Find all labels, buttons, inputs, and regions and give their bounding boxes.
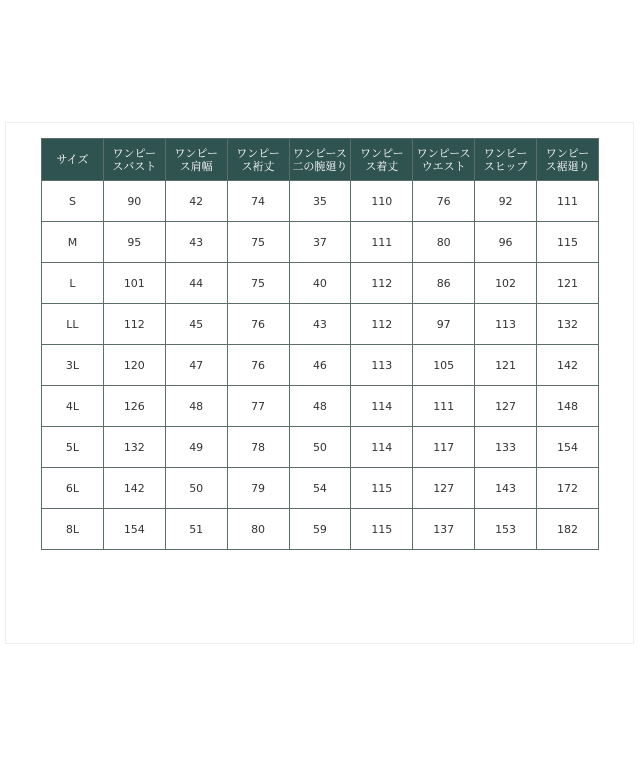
- cell-waist: 80: [413, 222, 475, 263]
- cell-bust: 154: [103, 509, 165, 550]
- cell-upper-arm: 43: [289, 304, 351, 345]
- cell-hem: 182: [537, 509, 599, 550]
- cell-bust: 90: [103, 181, 165, 222]
- cell-size: 6L: [42, 468, 104, 509]
- table-body: [42, 181, 599, 550]
- cell-shoulder-width: 49: [165, 427, 227, 468]
- cell-sleeve-length: 79: [227, 468, 289, 509]
- cell-shoulder-width: 47: [165, 345, 227, 386]
- cell-length: 113: [351, 345, 413, 386]
- cell-length: 112: [351, 304, 413, 345]
- header-shoulder-width: ワンピー ス肩幅: [165, 139, 227, 181]
- cell-hip: 153: [475, 509, 537, 550]
- cell-hem: 111: [537, 181, 599, 222]
- header-length: ワンピー ス着丈: [351, 139, 413, 181]
- cell-bust: 126: [103, 386, 165, 427]
- cell-upper-arm: 35: [289, 181, 351, 222]
- cell-length: 112: [351, 263, 413, 304]
- cell-upper-arm: 40: [289, 263, 351, 304]
- cell-size: 8L: [42, 509, 104, 550]
- table-row: [42, 427, 599, 468]
- cell-hip: 121: [475, 345, 537, 386]
- cell-size: M: [42, 222, 104, 263]
- cell-sleeve-length: 76: [227, 345, 289, 386]
- cell-bust: 101: [103, 263, 165, 304]
- cell-hip: 92: [475, 181, 537, 222]
- cell-size: L: [42, 263, 104, 304]
- table-row: [42, 386, 599, 427]
- header-hip: ワンピー スヒップ: [475, 139, 537, 181]
- table-header-row: [42, 139, 599, 181]
- cell-shoulder-width: 43: [165, 222, 227, 263]
- cell-length: 114: [351, 427, 413, 468]
- header-hem: ワンピー ス裾廻り: [537, 139, 599, 181]
- cell-hem: 115: [537, 222, 599, 263]
- cell-sleeve-length: 74: [227, 181, 289, 222]
- cell-length: 115: [351, 468, 413, 509]
- cell-size: 5L: [42, 427, 104, 468]
- table-row: [42, 468, 599, 509]
- table-row: [42, 181, 599, 222]
- cell-size: 3L: [42, 345, 104, 386]
- table-row: [42, 509, 599, 550]
- cell-hip: 127: [475, 386, 537, 427]
- cell-shoulder-width: 48: [165, 386, 227, 427]
- table-row: [42, 263, 599, 304]
- cell-bust: 142: [103, 468, 165, 509]
- table-row: [42, 222, 599, 263]
- header-sleeve-length: ワンピー ス裄丈: [227, 139, 289, 181]
- cell-bust: 112: [103, 304, 165, 345]
- cell-hip: 133: [475, 427, 537, 468]
- cell-shoulder-width: 44: [165, 263, 227, 304]
- size-chart-table: [41, 138, 599, 550]
- cell-hip: 143: [475, 468, 537, 509]
- cell-hem: 172: [537, 468, 599, 509]
- cell-hem: 132: [537, 304, 599, 345]
- cell-shoulder-width: 50: [165, 468, 227, 509]
- cell-length: 111: [351, 222, 413, 263]
- cell-size: LL: [42, 304, 104, 345]
- cell-hip: 113: [475, 304, 537, 345]
- cell-hem: 148: [537, 386, 599, 427]
- cell-length: 110: [351, 181, 413, 222]
- cell-hem: 142: [537, 345, 599, 386]
- cell-waist: 97: [413, 304, 475, 345]
- cell-size: 4L: [42, 386, 104, 427]
- header-waist: ワンピース ウエスト: [413, 139, 475, 181]
- cell-waist: 111: [413, 386, 475, 427]
- cell-sleeve-length: 77: [227, 386, 289, 427]
- cell-upper-arm: 50: [289, 427, 351, 468]
- cell-waist: 117: [413, 427, 475, 468]
- cell-sleeve-length: 78: [227, 427, 289, 468]
- cell-length: 115: [351, 509, 413, 550]
- cell-bust: 132: [103, 427, 165, 468]
- cell-hem: 154: [537, 427, 599, 468]
- cell-upper-arm: 37: [289, 222, 351, 263]
- header-upper-arm: ワンピース 二の腕廻り: [289, 139, 351, 181]
- cell-waist: 86: [413, 263, 475, 304]
- header-bust: ワンピー スバスト: [103, 139, 165, 181]
- cell-upper-arm: 59: [289, 509, 351, 550]
- cell-shoulder-width: 51: [165, 509, 227, 550]
- cell-upper-arm: 46: [289, 345, 351, 386]
- cell-hip: 96: [475, 222, 537, 263]
- cell-upper-arm: 54: [289, 468, 351, 509]
- cell-hip: 102: [475, 263, 537, 304]
- cell-length: 114: [351, 386, 413, 427]
- cell-waist: 127: [413, 468, 475, 509]
- table-row: [42, 304, 599, 345]
- cell-waist: 137: [413, 509, 475, 550]
- cell-shoulder-width: 45: [165, 304, 227, 345]
- cell-sleeve-length: 76: [227, 304, 289, 345]
- cell-sleeve-length: 75: [227, 222, 289, 263]
- cell-sleeve-length: 75: [227, 263, 289, 304]
- cell-hem: 121: [537, 263, 599, 304]
- cell-bust: 120: [103, 345, 165, 386]
- header-size: サイズ: [42, 139, 104, 181]
- cell-waist: 105: [413, 345, 475, 386]
- cell-shoulder-width: 42: [165, 181, 227, 222]
- table-row: [42, 345, 599, 386]
- cell-bust: 95: [103, 222, 165, 263]
- cell-upper-arm: 48: [289, 386, 351, 427]
- cell-size: S: [42, 181, 104, 222]
- cell-sleeve-length: 80: [227, 509, 289, 550]
- cell-waist: 76: [413, 181, 475, 222]
